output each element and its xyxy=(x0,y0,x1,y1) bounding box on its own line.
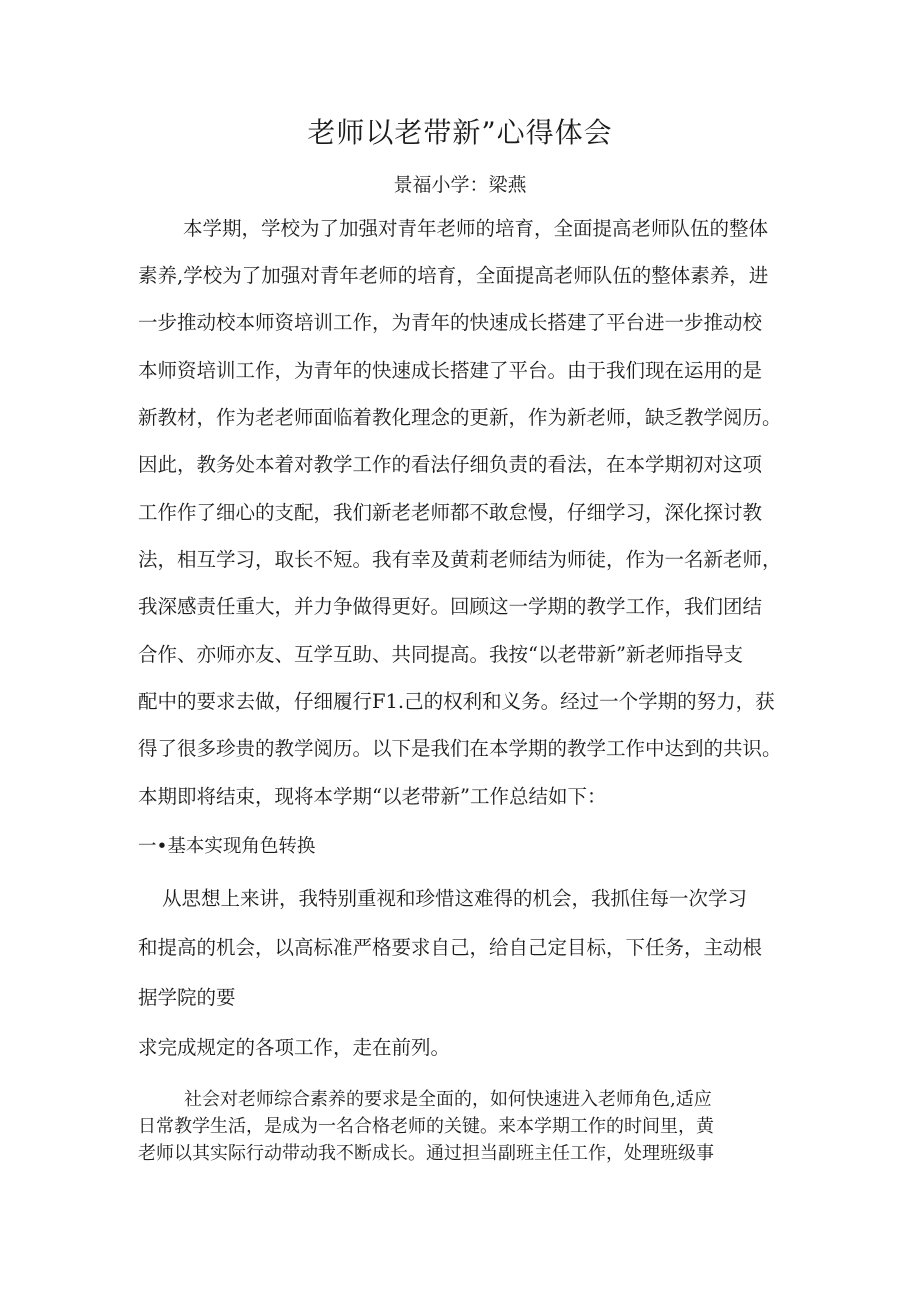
paragraph-1-line: 因此，教务处本着对教学工作的看法仔细负责的看法，在本学期初对这项 xyxy=(138,453,763,476)
section-1-heading: 一•基本实现角色转换 xyxy=(138,836,316,857)
paragraph-1-line: 一步推动校本师资培训工作，为青年的快速成长搭建了平台进一步推动校 xyxy=(138,311,763,334)
document-title: 老师以老带新”心得体会 xyxy=(307,116,613,149)
paragraph-1-line: 我深感责任重大，并力争做得更好。回顾这一学期的教学工作，我们团结 xyxy=(138,595,763,618)
document-author: 景福小学：梁燕 xyxy=(393,174,527,196)
paragraph-1-line: 工作作了细心的支配，我们新老老师都不敢怠慢，仔细学习，深化探讨教 xyxy=(138,501,763,524)
paragraph-1-line: 新教材，作为老老师面临着教化理念的更新，作为新老师，缺乏教学阅历。 xyxy=(138,406,782,429)
paragraph-1-line: 配中的要求去做，仔细履行F1.己的权利和义务。经过一个学期的努力，获 xyxy=(138,690,775,713)
paragraph-2-line: 求完成规定的各项工作，走在前列。 xyxy=(138,1036,451,1059)
paragraph-1-line: 本期即将结束，现将本学期“以老带新”工作总结如下： xyxy=(138,785,607,808)
paragraph-3-line: 日常教学生活，是成为一名合格老师的关键。来本学期工作的时间里，黄 xyxy=(138,1116,714,1137)
paragraph-2-line: 和提高的机会，以高标准严格要求自己，给自己定目标，下任务，主动根 xyxy=(138,936,763,959)
paragraph-3-line: 社会对老师综合素养的要求是全面的，如何快速进入老师角色,适应 xyxy=(184,1089,712,1110)
paragraph-2-line: 从思想上来讲，我特别重视和珍惜这难得的机会，我抓住每一次学习 xyxy=(162,887,748,910)
paragraph-3-line: 老师以其实际行动带动我不断成长。通过担当副班主任工作，处理班级事 xyxy=(138,1143,714,1164)
paragraph-1-line: 本学期，学校为了加强对青年老师的培育，全面提高老师队伍的整体 xyxy=(183,217,769,240)
paragraph-1-line: 合作、亦师亦友、互学互助、共同提高。我按“以老带新”新老师指导支 xyxy=(138,643,743,666)
paragraph-1-line: 得了很多珍贵的教学阅历。以下是我们在本学期的教学工作中达到的共识。 xyxy=(138,737,782,760)
paragraph-2-line: 据学院的要 xyxy=(138,986,236,1009)
paragraph-1-line: 本师资培训工作，为青年的快速成长搭建了平台。由于我们现在运用的是 xyxy=(138,359,763,382)
paragraph-1-line: 素养,学校为了加强对青年老师的培育，全面提高老师队伍的整体素养，进 xyxy=(138,264,769,287)
paragraph-1-line: 法，相互学习，取长不短。我有幸及黄莉老师结为师徒，作为一名新老师， xyxy=(138,548,782,571)
